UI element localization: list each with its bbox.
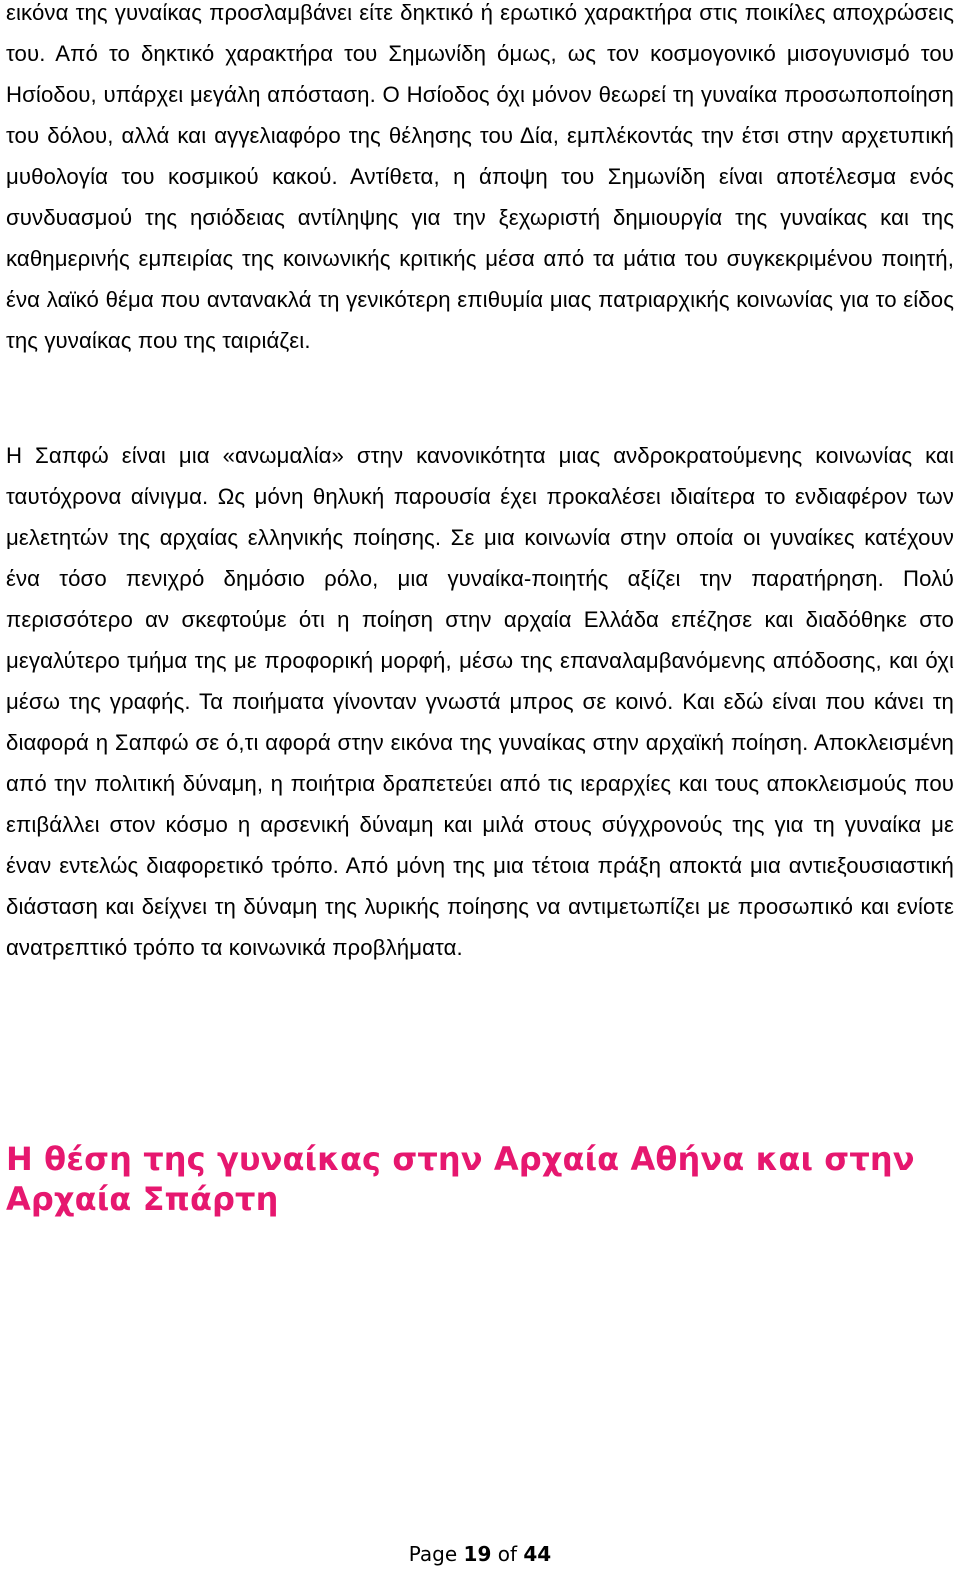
body-paragraph: εικόνα της γυναίκας προσλαμβάνει είτε δηκτικό ή ερωτικό χαρακτήρα στις ποικίλες αποχρώσεις του. Από το δηκτικό χαρακτήρα του Σημωνίδη όμως, ως τον κοσμογονικό μισογυνισμό του Ησίοδου, υπάρχει μεγάλη απόσταση. Ο Ησίοδος όχι μόνον θεωρεί τη γυναίκα προσωποποίηση του δόλου, αλλά και αγγελιαφόρο της θέλησης του Δία, εμπλέκοντάς την έτσι στην αρχετυπική μυθολογία του κοσμικού κακού. Αντίθετα, η άποψη του Σημωνίδη είναι αποτέλεσμα ενός συνδυασμού της ησιόδειας αντίληψης για την ξεχωριστή δημιουργία της γυναίκας και της καθημερινής εμπειρίας της κοινωνικής κριτικής μέσα από τα μάτια του συγκεκριμένου ποιητή, ένα λαϊκό θέμα που αντανακλά τη γενικότερη επιθυμία μιας πατριαρχικής κοινωνίας για το είδος της γυναίκας που της ταιριάζει. <box>6 0 954 353</box>
total-pages-number: 44 <box>523 1542 552 1566</box>
body-paragraph: Η Σαπφώ είναι μια «ανωμαλία» στην κανονικότητα μιας ανδροκρατούμενης κοινωνίας και ταυτόχρονα αίνιγμα. Ως μόνη θηλυκή παρουσία έχει προκαλέσει ιδιαίτερα το ενδιαφέρον των μελετητών της αρχαίας ελληνικής ποίησης. Σε μια κοινωνία στην οποία οι γυναίκες κατέχουν ένα τόσο πενιχρό δημόσιο ρόλο, μια γυναίκα-ποιητής αξίζει την παρατήρηση. Πολύ περισσότερο αν σκεφτούμε ότι η ποίηση στην αρχαία Ελλάδα επέζησε και διαδόθηκε στο μεγαλύτερο τμήμα της με προφορική μορφή, μέσω της επαναλαμβανόμενης απόδοσης, και όχι μέσω της γραφής. Τα ποιήματα γίνονταν γνωστά μπρος σε κοινό. Και εδώ είναι που κάνει τη διαφορά η Σαπφώ σε ό,τι αφορά στην εικόνα της γυναίκας στην αρχαϊκή ποίηση. Αποκλεισμένη από την πολιτική δύναμη, η ποιήτρια δραπετεύει από τις ιεραρχίες και τους αποκλεισμούς που επιβάλλει στον κόσμο η αρσενική δύναμη και μιλά στους σύγχρονούς της για τη γυναίκα με έναν εντελώς διαφορετικό τρόπο. Από μόνη της μια τέτοια πράξη αποκτά μια αντιεξουσιαστική διάσταση και δείχνει τη δύναμη της λυρικής ποίησης να αντιμετωπίζει με προσωπικό και ενίοτε ανατρεπτικό τρόπο τα κοινωνικά προβλήματα. <box>6 443 954 960</box>
page-label: Page <box>408 1542 458 1566</box>
page-footer <box>0 1540 960 1568</box>
page-of-label: of <box>497 1542 518 1566</box>
current-page-number: 19 <box>463 1542 492 1566</box>
section-heading: Η θέση της γυναίκας στην Αρχαία Αθήνα και στην Αρχαία Σπάρτη <box>6 1140 915 1218</box>
